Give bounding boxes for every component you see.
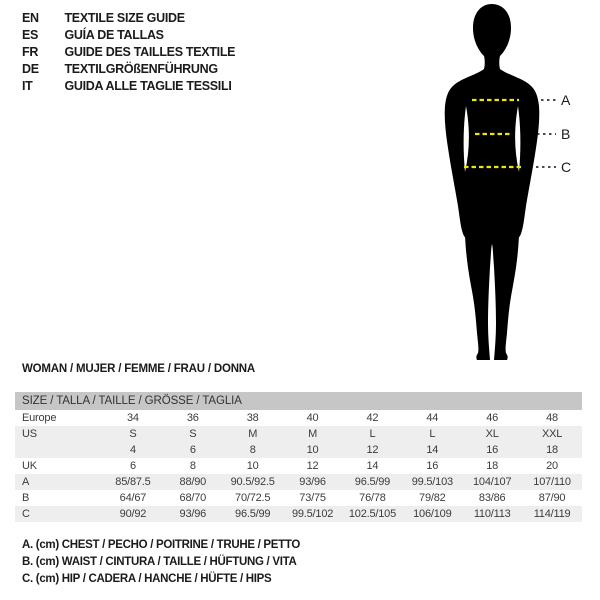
size-cell: 70/72.5 <box>235 492 271 504</box>
section-title: WOMAN / MUJER / FEMME / FRAU / DONNA <box>22 363 256 375</box>
size-cell: S <box>103 426 163 442</box>
row-label <box>15 442 103 458</box>
size-cell: 96.5/99 <box>343 474 403 490</box>
language-title: GUÍA DE TALLAS <box>64 28 164 42</box>
language-code: ES <box>22 28 39 42</box>
row-label: A <box>15 474 103 490</box>
figure-panel <box>415 0 600 372</box>
size-cell: 4 <box>103 442 163 458</box>
size-cell: 14 <box>366 460 379 472</box>
row-label: Europe <box>22 412 57 424</box>
size-cell: 40 <box>306 412 319 424</box>
language-code: IT <box>22 79 33 93</box>
size-cell: 14 <box>402 442 462 458</box>
size-cell: 110/113 <box>462 506 522 522</box>
size-cell: 93/96 <box>283 474 343 490</box>
size-cell: 16 <box>426 460 439 472</box>
size-cell: 93/96 <box>163 506 223 522</box>
size-cell: M <box>283 426 343 442</box>
row-label: UK <box>22 460 37 472</box>
language-code: DE <box>22 62 39 76</box>
size-cell: 44 <box>426 412 439 424</box>
size-cell: 106/109 <box>402 506 462 522</box>
table-row <box>15 474 582 490</box>
table-row <box>15 458 582 474</box>
legend-row: B. (cm) WAIST / CINTURA / TAILLE / HÜFTUNG / VITA <box>22 556 297 568</box>
size-cell: 12 <box>306 460 319 472</box>
measurement-legend <box>22 537 300 588</box>
language-title: TEXTILGRÖßENFÜHRUNG <box>64 62 218 76</box>
language-title: GUIDE DES TAILLES TEXTILE <box>64 45 236 59</box>
table-row <box>15 442 582 458</box>
language-code: FR <box>22 45 39 59</box>
table-header-row <box>15 392 582 410</box>
size-cell: 10 <box>283 442 343 458</box>
size-cell: 20 <box>546 460 558 472</box>
language-row <box>22 77 235 94</box>
size-cell: 18 <box>486 460 499 472</box>
marker-b-label: B <box>561 126 571 142</box>
size-cell: 96.5/99 <box>223 506 283 522</box>
legend-row: C. (cm) HIP / CADERA / HANCHE / HÜFTE / HIPS <box>22 573 272 585</box>
size-cell: 64/67 <box>119 492 147 504</box>
size-cell: 73/75 <box>299 492 326 504</box>
size-cell: 102.5/105 <box>343 506 403 522</box>
size-cell: 99.5/103 <box>402 474 462 490</box>
size-cell: L <box>343 426 403 442</box>
size-cell: 104/107 <box>462 474 522 490</box>
size-cell: 38 <box>246 412 259 424</box>
size-cell: 90.5/92.5 <box>223 474 283 490</box>
size-cell: 12 <box>343 442 403 458</box>
size-cell: S <box>163 426 223 442</box>
size-cell: 87/90 <box>538 492 566 504</box>
table-header-label: SIZE / TALLA / TAILLE / GRÖSSE / TAGLIA <box>15 392 582 410</box>
legend-row: A. (cm) CHEST / PECHO / POITRINE / TRUHE / PETTO <box>22 539 301 551</box>
table-row <box>15 410 582 426</box>
woman-figure-diagram <box>415 0 600 372</box>
language-title: TEXTILE SIZE GUIDE <box>64 11 185 25</box>
size-cell: 79/82 <box>419 492 446 504</box>
row-label: US <box>15 426 103 442</box>
size-cell: 76/78 <box>359 492 386 504</box>
size-cell: 18 <box>522 442 582 458</box>
row-label: B <box>22 492 30 504</box>
size-cell: 90/92 <box>103 506 163 522</box>
size-table <box>15 392 582 522</box>
marker-a-label: A <box>561 92 571 108</box>
table-row <box>15 426 582 442</box>
size-cell: M <box>223 426 283 442</box>
row-label: C <box>15 506 103 522</box>
size-table-body <box>15 392 582 522</box>
language-title: GUIDA ALLE TAGLIE TESSILI <box>64 79 232 93</box>
size-cell: 83/86 <box>478 492 506 504</box>
size-cell: 8 <box>223 442 283 458</box>
language-row <box>22 9 235 26</box>
size-cell: 99.5/102 <box>283 506 343 522</box>
language-list <box>22 9 235 94</box>
language-row <box>22 60 235 77</box>
size-cell: 6 <box>129 460 136 472</box>
size-cell: 16 <box>462 442 522 458</box>
size-cell: 88/90 <box>163 474 223 490</box>
size-cell: L <box>402 426 462 442</box>
size-cell: 8 <box>189 460 196 472</box>
size-cell: 34 <box>127 412 139 424</box>
size-cell: 85/87.5 <box>103 474 163 490</box>
size-cell: XL <box>462 426 522 442</box>
table-row <box>15 506 582 522</box>
language-code: EN <box>22 11 39 25</box>
language-row <box>22 26 235 43</box>
size-cell: 68/70 <box>179 492 207 504</box>
woman-silhouette <box>445 4 540 360</box>
size-cell: 107/110 <box>522 474 582 490</box>
language-row <box>22 43 235 60</box>
size-cell: 36 <box>186 412 199 424</box>
size-cell: 10 <box>246 460 259 472</box>
size-cell: XXL <box>522 426 582 442</box>
size-cell: 114/119 <box>522 506 582 522</box>
size-cell: 48 <box>546 412 558 424</box>
marker-c-label: C <box>561 159 572 175</box>
size-cell: 6 <box>163 442 223 458</box>
size-cell: 46 <box>486 412 499 424</box>
size-cell: 42 <box>366 412 379 424</box>
table-row <box>15 490 582 506</box>
